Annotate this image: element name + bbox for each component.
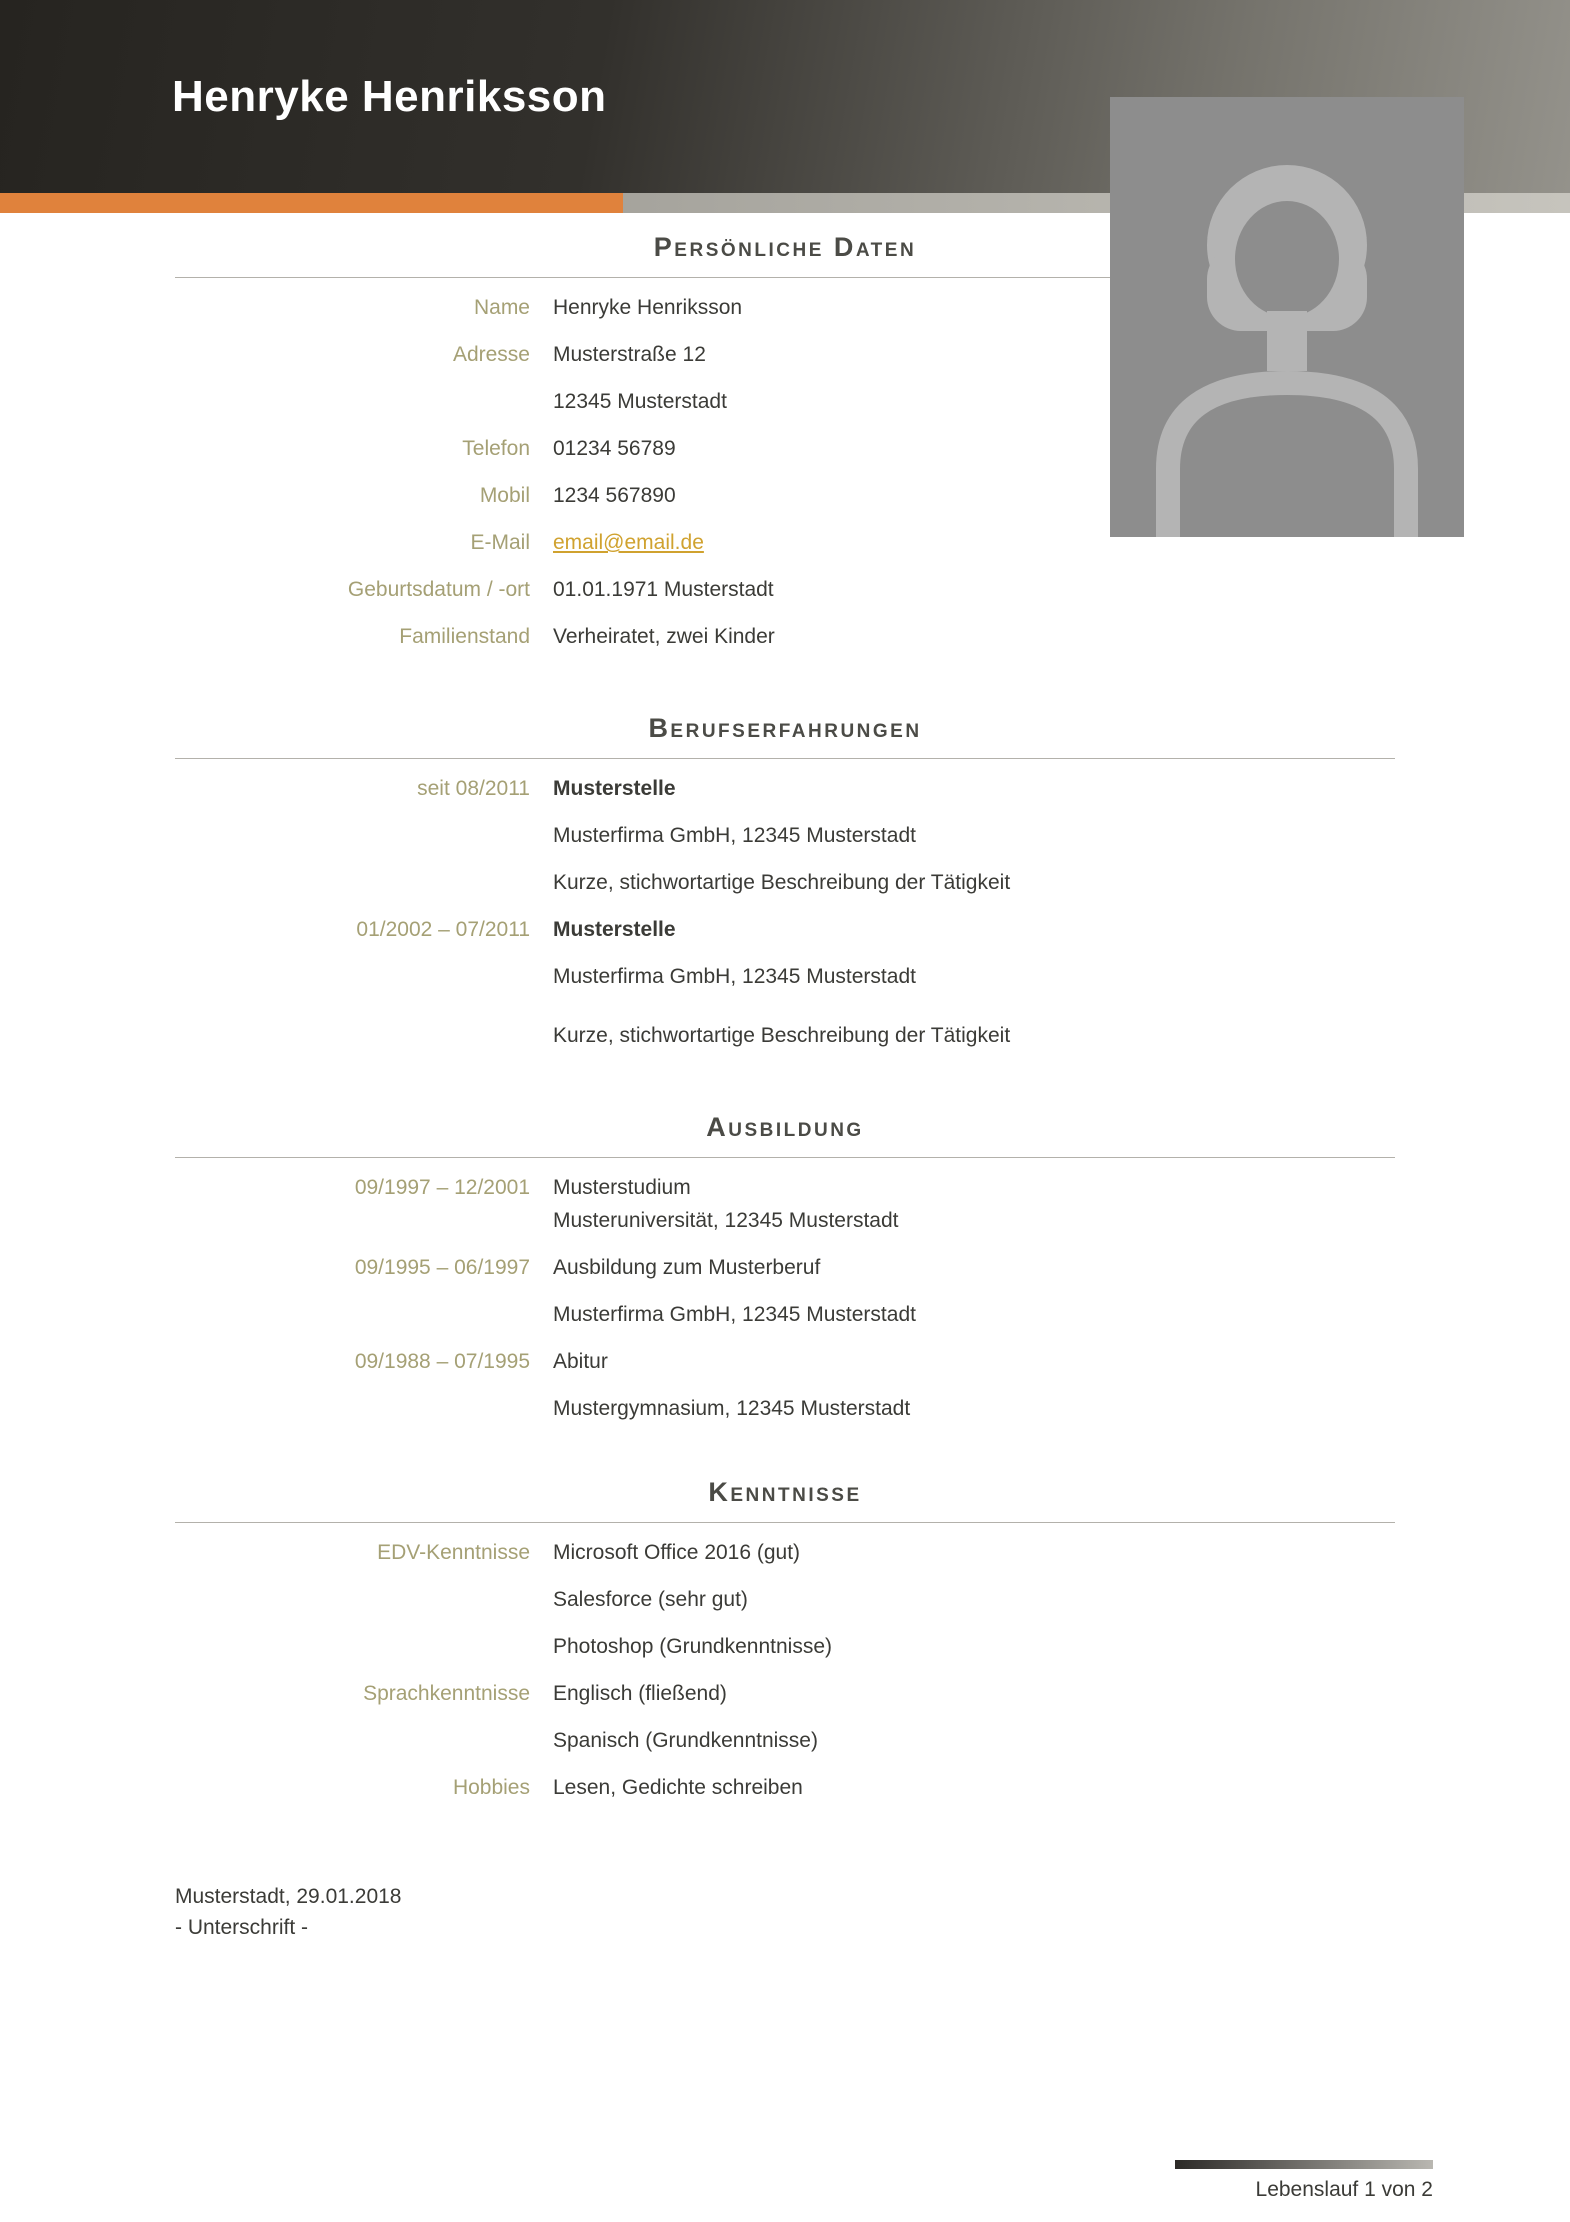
field-value-familienstand: Verheiratet, zwei Kinder — [553, 625, 775, 648]
work-title: Musterstelle — [553, 777, 676, 800]
work-description: Kurze, stichwortartige Beschreibung der Tätigkeit — [553, 1024, 1011, 1047]
education-institution: Musteruniversität, 12345 Musterstadt — [553, 1209, 899, 1232]
education-entry — [175, 1164, 1395, 1244]
section-heading-work: Berufserfahrungen — [648, 713, 922, 743]
person-silhouette-icon — [1110, 97, 1464, 537]
work-title: Musterstelle — [553, 918, 676, 941]
email-link[interactable]: email@email.de — [553, 531, 704, 554]
skill-item: Photoshop (Grundkenntnisse) — [553, 1635, 832, 1658]
page-title: Henryke Henriksson — [172, 71, 607, 121]
section-divider — [175, 758, 1395, 759]
skills-row-edv — [175, 1529, 1395, 1670]
section-skills — [175, 1474, 1395, 1811]
education-institution: Mustergymnasium, 12345 Musterstadt — [553, 1397, 911, 1420]
field-label-telefon: Telefon — [462, 437, 530, 460]
education-entry — [175, 1244, 1395, 1338]
work-entry — [175, 765, 1395, 906]
education-period: 09/1997 – 12/2001 — [354, 1176, 530, 1199]
field-value-adresse-street: Musterstraße 12 — [553, 343, 706, 366]
signature-block — [175, 1881, 1570, 1943]
education-entry — [175, 1338, 1395, 1432]
skills-row-hobbies — [175, 1764, 1395, 1811]
field-label-geburtsdatum: Geburtsdatum / -ort — [347, 578, 530, 601]
work-company: Musterfirma GmbH, 12345 Musterstadt — [553, 824, 916, 847]
footer-page-label: Lebenslauf 1 von 2 — [1255, 2178, 1433, 2201]
field-label-adresse: Adresse — [452, 343, 530, 366]
field-label-email: E-Mail — [470, 531, 530, 554]
field-value-adresse-city: 12345 Musterstadt — [553, 390, 727, 413]
work-entry — [175, 906, 1395, 1059]
section-divider — [175, 1157, 1395, 1158]
skills-label-sprachen: Sprachkenntnisse — [363, 1682, 530, 1705]
skill-item: Microsoft Office 2016 (gut) — [553, 1541, 801, 1564]
education-period: 09/1988 – 07/1995 — [354, 1350, 530, 1373]
skills-label-edv: EDV-Kenntnisse — [377, 1541, 530, 1564]
page-footer — [1175, 2160, 1433, 2202]
education-title: Musterstudium — [553, 1176, 691, 1199]
field-label-name: Name — [473, 296, 530, 319]
work-period: 01/2002 – 07/2011 — [356, 918, 530, 941]
signature-hint: - Unterschrift - — [175, 1916, 309, 1939]
education-period: 09/1995 – 06/1997 — [354, 1256, 530, 1279]
field-value-name: Henryke Henriksson — [553, 296, 743, 319]
footer-gradient-bar — [1175, 2160, 1433, 2169]
field-label-mobil: Mobil — [479, 484, 530, 507]
field-label-familienstand: Familienstand — [399, 625, 530, 648]
education-institution: Musterfirma GmbH, 12345 Musterstadt — [553, 1303, 916, 1326]
skill-item: Lesen, Gedichte schreiben — [553, 1776, 803, 1799]
signature-place-date: Musterstadt, 29.01.2018 — [175, 1885, 402, 1908]
field-value-geburtsdatum: 01.01.1971 Musterstadt — [553, 578, 774, 601]
section-work-experience — [175, 710, 1395, 1059]
accent-bar-orange — [0, 193, 623, 213]
field-value-mobil: 1234 567890 — [553, 484, 676, 507]
work-period: seit 08/2011 — [417, 777, 530, 800]
education-title: Ausbildung zum Musterberuf — [553, 1256, 821, 1279]
section-heading-skills: Kenntnisse — [708, 1477, 862, 1507]
skill-item: Spanisch (Grundkenntnisse) — [553, 1729, 818, 1752]
skills-label-hobbies: Hobbies — [452, 1776, 530, 1799]
work-description: Kurze, stichwortartige Beschreibung der Tätigkeit — [553, 871, 1011, 894]
skills-row-sprachen — [175, 1670, 1395, 1764]
section-education — [175, 1109, 1395, 1432]
section-divider — [175, 1522, 1395, 1523]
skill-item: Salesforce (sehr gut) — [553, 1588, 748, 1611]
personal-row-geburtsdatum — [175, 566, 1395, 613]
section-heading-personal: Persönliche Daten — [653, 232, 917, 262]
skill-item: Englisch (fließend) — [553, 1682, 727, 1705]
personal-row-familienstand — [175, 613, 1395, 660]
field-value-telefon: 01234 56789 — [553, 437, 676, 460]
work-company: Musterfirma GmbH, 12345 Musterstadt — [553, 965, 916, 988]
photo-placeholder — [1110, 97, 1464, 537]
section-heading-education: Ausbildung — [706, 1112, 864, 1142]
education-title: Abitur — [553, 1350, 608, 1373]
